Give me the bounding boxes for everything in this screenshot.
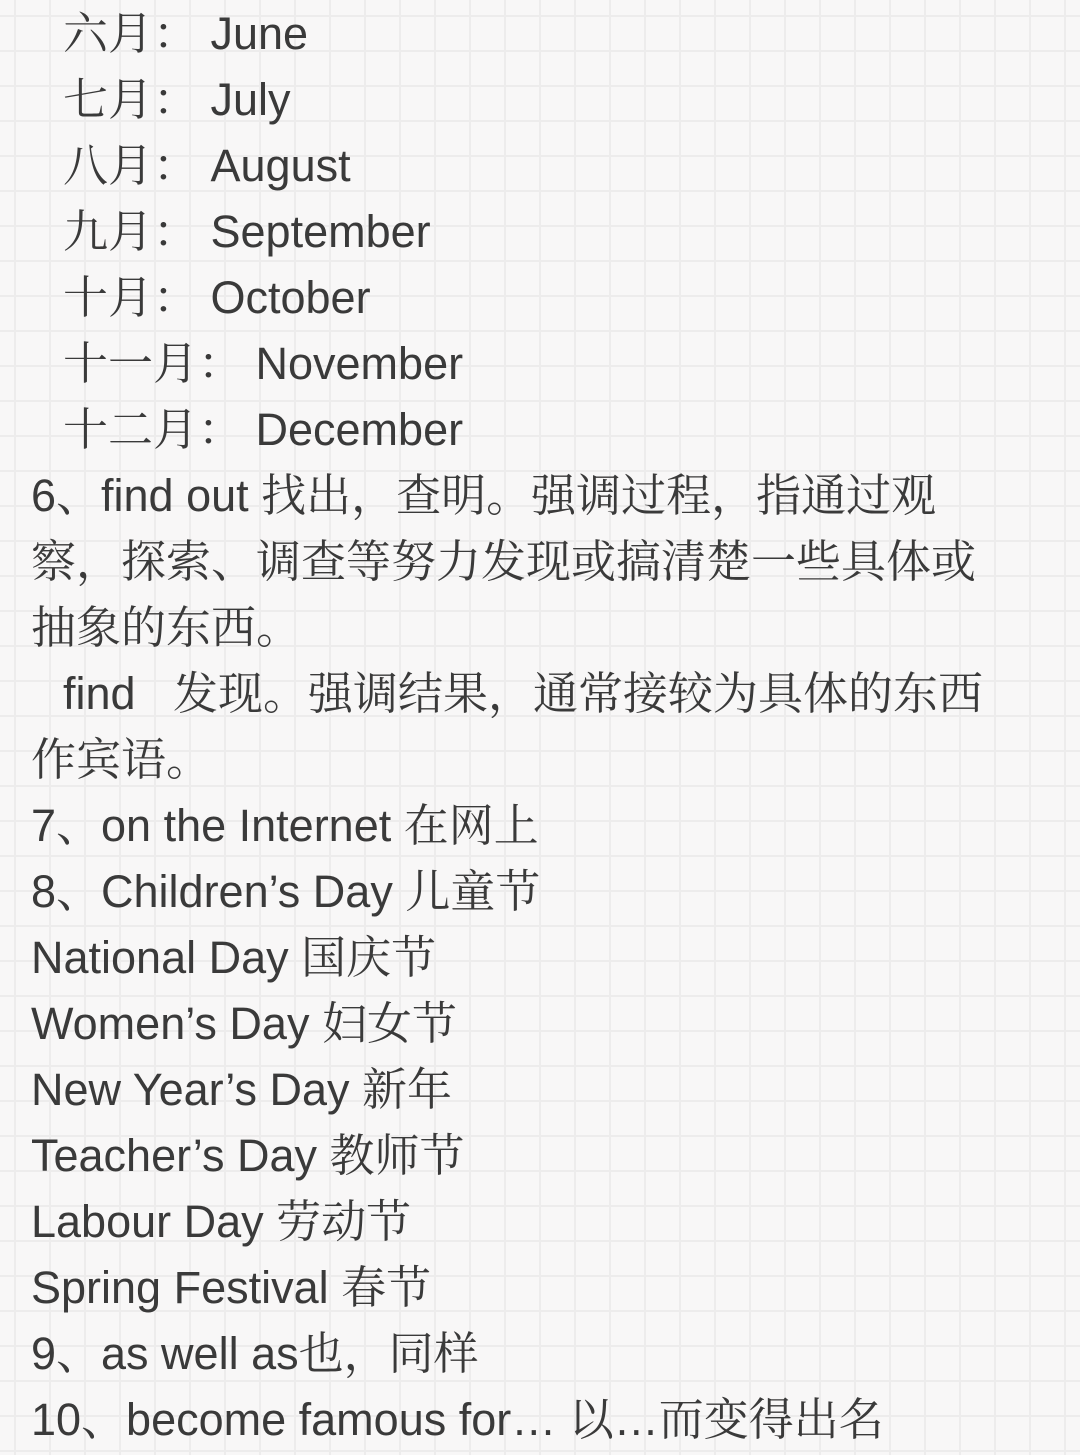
line-month-october: 十月： October — [63, 272, 371, 323]
line-festival-national-day: National Day 国庆节 — [31, 932, 437, 983]
line-item6-find-out-3: 抽象的东西。 — [31, 602, 302, 653]
line-festival-new-years-day: New Year’s Day 新年 — [31, 1064, 453, 1115]
line-festival-womens-day: Women’s Day 妇女节 — [31, 998, 457, 1049]
line-item8-childrens-day: 8、Children’s Day 儿童节 — [31, 866, 541, 917]
line-item10-become-famous-for: 10、become famous for… 以…而变得出名 — [31, 1394, 884, 1445]
line-festival-labour-day: Labour Day 劳动节 — [31, 1196, 412, 1247]
line-month-september: 九月： September — [63, 206, 431, 257]
line-month-august: 八月： August — [63, 140, 351, 191]
line-item6-find-1: find 发现。强调结果，通常接较为具体的东西 — [63, 668, 984, 719]
line-festival-spring-festival: Spring Festival 春节 — [31, 1262, 432, 1313]
line-item6-find-out-1: 6、find out 找出，查明。强调过程，指通过观 — [31, 470, 937, 521]
line-month-june: 六月： June — [63, 8, 309, 59]
line-month-july: 七月： July — [63, 74, 291, 125]
line-month-november: 十一月： November — [63, 338, 464, 389]
line-item7-on-the-internet: 7、on the Internet 在网上 — [31, 800, 539, 851]
line-item6-find-2: 作宾语。 — [31, 734, 212, 785]
line-item6-find-out-2: 察，探索、调查等努力发现或搞清楚一些具体或 — [31, 536, 977, 587]
line-item9-as-well-as: 9、as well as也，同样 — [31, 1328, 479, 1379]
line-festival-teachers-day: Teacher’s Day 教师节 — [31, 1130, 465, 1181]
line-month-december: 十二月： December — [63, 404, 464, 455]
